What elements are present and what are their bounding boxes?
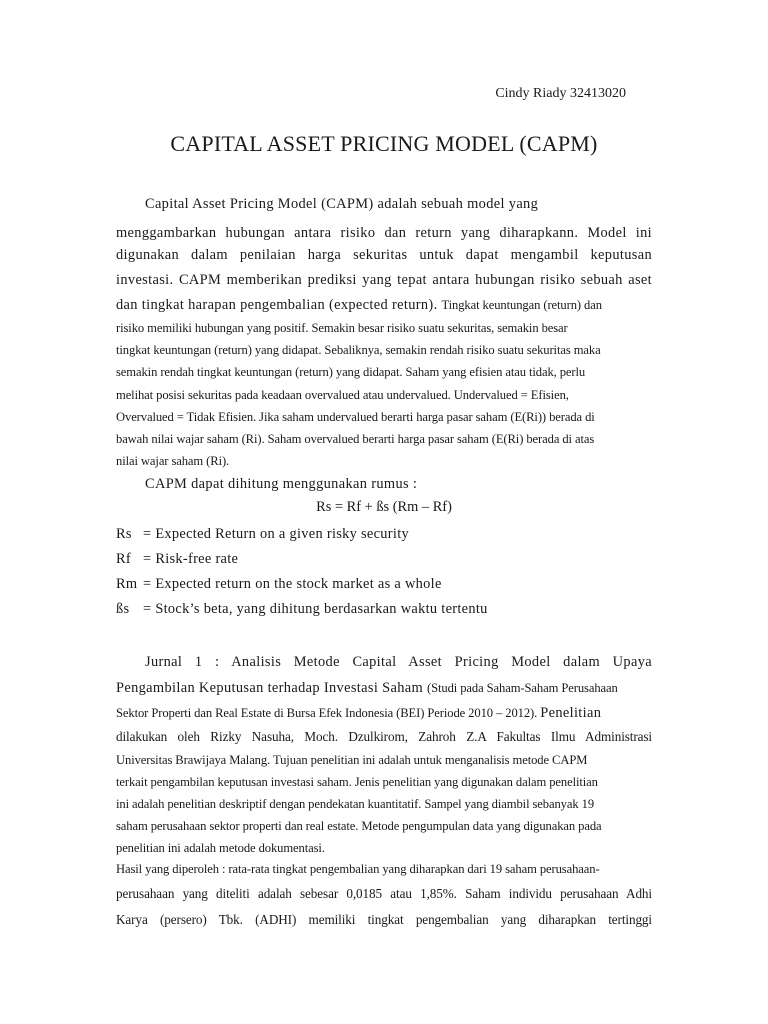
intro-small-line-7: nilai wajar saham (Ri). xyxy=(116,454,230,468)
intro-line-5-serif: dan tingkat harapan pengembalian (expected return). xyxy=(116,297,442,313)
intro-small-line-5: Overvalued = Tidak Efisien. Jika saham undervalued berarti harga pasar saham (E(Ri)) berada di xyxy=(116,410,595,424)
definition-symbol: Rs xyxy=(116,526,132,542)
intro-small-line-2: tingkat keuntungan (return) yang didapat. Sebaliknya, semakin rendah risiko suatu sekuritas maka xyxy=(116,343,601,357)
definition-text: = Expected Return on a given risky security xyxy=(143,526,409,542)
definition-text: = Risk-free rate xyxy=(143,551,239,567)
journal-line-2-small: (Studi pada Saham-Saham Perusahaan xyxy=(426,681,618,695)
journal-line-2 xyxy=(116,679,652,697)
intro-line-2: menggambarkan hubungan antara risiko dan return yang diharapkann. Model ini xyxy=(116,225,652,241)
definition-rm xyxy=(116,576,442,593)
intro-line-5-small: Tingkat keuntungan (return) dan xyxy=(441,298,602,312)
definition-rf xyxy=(116,551,238,568)
journal-line-1: Jurnal 1 : Analisis Metode Capital Asset Pricing Model dalam Upaya xyxy=(145,654,652,670)
definition-rs xyxy=(116,526,409,543)
definition-symbol: ßs xyxy=(116,601,130,617)
intro-line-4: investasi. CAPM memberikan prediksi yang tepat antara hubungan risiko sebuah aset xyxy=(116,272,652,288)
document-title: CAPITAL ASSET PRICING MODEL (CAPM) xyxy=(170,131,598,156)
journal-small-line-5: penelitian ini adalah metode dokumentasi. xyxy=(116,841,325,855)
definition-text: = Stock’s beta, yang dihitung berdasarkan waktu tertentu xyxy=(143,601,488,617)
intro-small-line-1: risiko memiliki hubungan yang positif. Semakin besar risiko suatu sekuritas, semakin besar xyxy=(116,321,568,335)
intro-line-5 xyxy=(116,296,652,314)
intro-line-1: Capital Asset Pricing Model (CAPM) adalah sebuah model yang xyxy=(145,196,539,212)
definition-beta xyxy=(116,601,488,618)
journal-line-3-small: Sektor Properti dan Real Estate di Bursa Efek Indonesia (BEI) Periode 2010 – 2012). xyxy=(116,706,541,720)
definition-symbol: Rf xyxy=(116,551,131,567)
journal-line-3-serif: Penelitian xyxy=(540,705,602,721)
journal-small-line-6: Hasil yang diperoleh : rata-rata tingkat pengembalian yang diharapkan dari 19 saham perusahaan- xyxy=(116,862,600,876)
journal-last-line-2: Karya (persero) Tbk. (ADHI) memiliki tingkat pengembalian yang diharapkan tertinggi xyxy=(116,912,652,927)
capm-equation: Rs = Rf + ßs (Rm – Rf) xyxy=(316,499,452,515)
definition-symbol: Rm xyxy=(116,576,138,592)
intro-small-line-6: bawah nilai wajar saham (Ri). Saham overvalued berarti harga pasar saham (E(Ri) berada di atas xyxy=(116,432,595,446)
journal-line-2-serif: Pengambilan Keputusan terhadap Investasi Saham xyxy=(116,680,427,696)
journal-last-line-1: perusahaan yang diteliti adalah sebesar 0,0185 atau 1,85%. Saham individu perusahaan Adhi xyxy=(116,886,652,901)
intro-line-3: digunakan dalam penilaian harga sekuritas untuk dapat mengambil keputusan xyxy=(116,247,652,263)
journal-line-4: dilakukan oleh Rizky Nasuha, Moch. Dzulkirom, Zahroh Z.A Fakultas Ilmu Administrasi xyxy=(116,729,652,744)
formula-intro: CAPM dapat dihitung menggunakan rumus : xyxy=(145,476,418,492)
journal-small-line-3: ini adalah penelitian deskriptif dengan pendekatan kuantitatif. Sampel yang diambil sebanyak 19 xyxy=(116,797,595,811)
intro-small-line-3: semakin rendah tingkat keuntungan (return) yang didapat. Saham yang efisien atau tidak, perlu xyxy=(116,365,586,379)
author-line: Cindy Riady 32413020 xyxy=(495,86,626,101)
intro-small-line-4: melihat posisi sekuritas pada keadaan overvalued atau undervalued. Undervalued = Efisien, xyxy=(116,388,569,402)
journal-small-line-2: terkait pengambilan keputusan investasi saham. Jenis penelitian yang digunakan dalam penelitian xyxy=(116,775,598,789)
journal-line-3 xyxy=(116,704,652,722)
journal-small-line-1: Universitas Brawijaya Malang. Tujuan penelitian ini adalah untuk menganalisis metode CAPM xyxy=(116,753,588,767)
journal-small-line-4: saham perusahaan sektor properti dan real estate. Metode pengumpulan data yang digunakan pada xyxy=(116,819,602,833)
definition-text: = Expected return on the stock market as a whole xyxy=(143,576,442,592)
